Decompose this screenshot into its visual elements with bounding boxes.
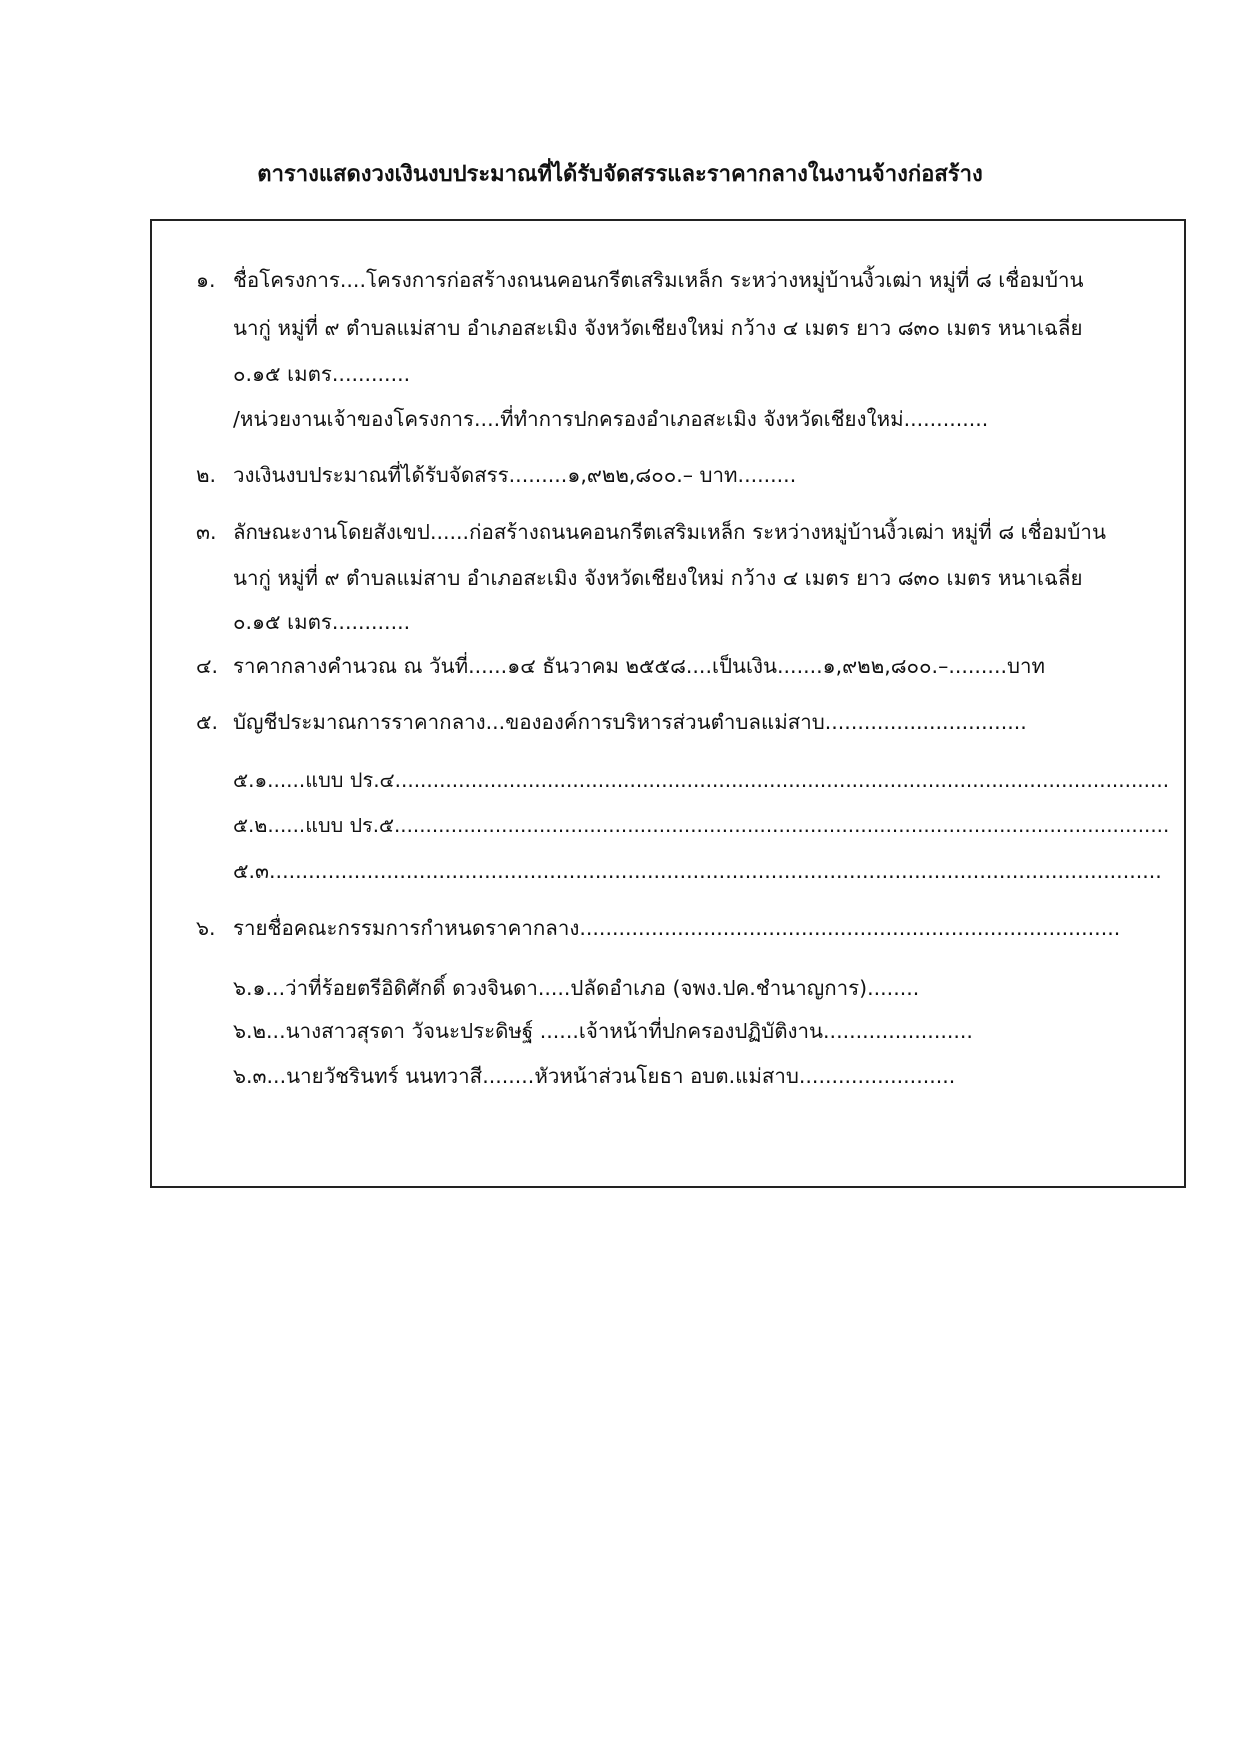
item-6-2: ๖.๒...นางสาวสุรดา วัจนะประดิษฐ์ ......เจ้าหน้าที่ปกครองปฏิบัติงาน....................... (233, 1019, 973, 1043)
item-3-line-2: นากู่ หมู่ที่ ๙ ตำบลแม่สาบ อำเภอสะเมิง จังหวัดเชียงใหม่ กว้าง ๔ เมตร ยาว ๘๓๐ เมตร หนาเฉลี่ย (233, 566, 1083, 590)
item-3-line-3: ๐.๑๕ เมตร............ (233, 610, 411, 634)
item-5-1: ๕.๑......แบบ ปร.๔.......................................................................................................................... (233, 768, 1170, 792)
item-1-line-1 (196, 270, 1084, 291)
item-6-number: ๖. (196, 916, 216, 940)
item-4-line-1 (196, 656, 1045, 677)
item-5-estimate-list: บัญชีประมาณการราคากลาง...ขององค์การบริหารส่วนตำบลแม่สาบ............................... (233, 710, 1027, 734)
item-1-line-3: ๐.๑๕ เมตร............ (233, 362, 411, 386)
item-3-work-summary: ลักษณะงานโดยสังเขป......ก่อสร้างถนนคอนกรีตเสริมเหล็ก ระหว่างหมู่บ้านงิ้วเฒ่า หมู่ที่ ๘ เชื่อมบ้าน (233, 520, 1106, 544)
item-1-number: ๑. (196, 268, 216, 292)
item-2-budget: วงเงินงบประมาณที่ได้รับจัดสรร.........๑,๙๒๒,๘๐๐.– บาท......... (233, 463, 797, 487)
item-3-line-1 (196, 522, 1106, 543)
item-5-3: ๕.๓......................................................................................................................................... (233, 859, 1162, 883)
page-title: ตารางแสดงวงเงินงบประมาณที่ได้รับจัดสรรและราคากลางในงานจ้างก่อสร้าง (257, 162, 983, 187)
item-2-line-1 (196, 465, 796, 486)
item-6-committee: รายชื่อคณะกรรมการกำหนดราคากลาง................................................................................... (233, 916, 1121, 940)
item-1-project-name: ชื่อโครงการ....โครงการก่อสร้างถนนคอนกรีตเสริมเหล็ก ระหว่างหมู่บ้านงิ้วเฒ่า หมู่ที่ ๘ เชื่อมบ้าน (233, 268, 1084, 292)
item-2-number: ๒. (196, 463, 217, 487)
item-4-median-price: ราคากลางคำนวณ ณ วันที่......๑๔ ธันวาคม ๒๕๕๘....เป็นเงิน.......๑,๙๒๒,๘๐๐.–.........บาท (233, 654, 1046, 678)
item-6-1: ๖.๑...ว่าที่ร้อยตรีอิดิศักดิ์ ดวงจินดา.....ปลัดอำเภอ (จพง.ปค.ชำนาญการ)........ (233, 976, 920, 1000)
item-3-number: ๓. (196, 520, 217, 544)
item-5-number: ๕. (196, 710, 219, 734)
item-5-line-1 (196, 712, 1027, 733)
item-1-line-2: นากู่ หมู่ที่ ๙ ตำบลแม่สาบ อำเภอสะเมิง จังหวัดเชียงใหม่ กว้าง ๔ เมตร ยาว ๘๓๐ เมตร หนาเฉลี่ย (233, 316, 1083, 340)
item-6-line-1 (196, 918, 1120, 939)
item-1-owner-agency: /หน่วยงานเจ้าของโครงการ....ที่ทำการปกครองอำเภอสะเมิง จังหวัดเชียงใหม่............. (233, 407, 989, 431)
item-4-number: ๔. (196, 654, 219, 678)
item-5-2: ๕.๒......แบบ ปร.๕........................................................................................................................... (233, 814, 1170, 837)
item-6-3: ๖.๓...นายวัชรินทร์ นนทวาสี........หัวหน้าส่วนโยธา อบต.แม่สาบ........................ (233, 1064, 956, 1088)
